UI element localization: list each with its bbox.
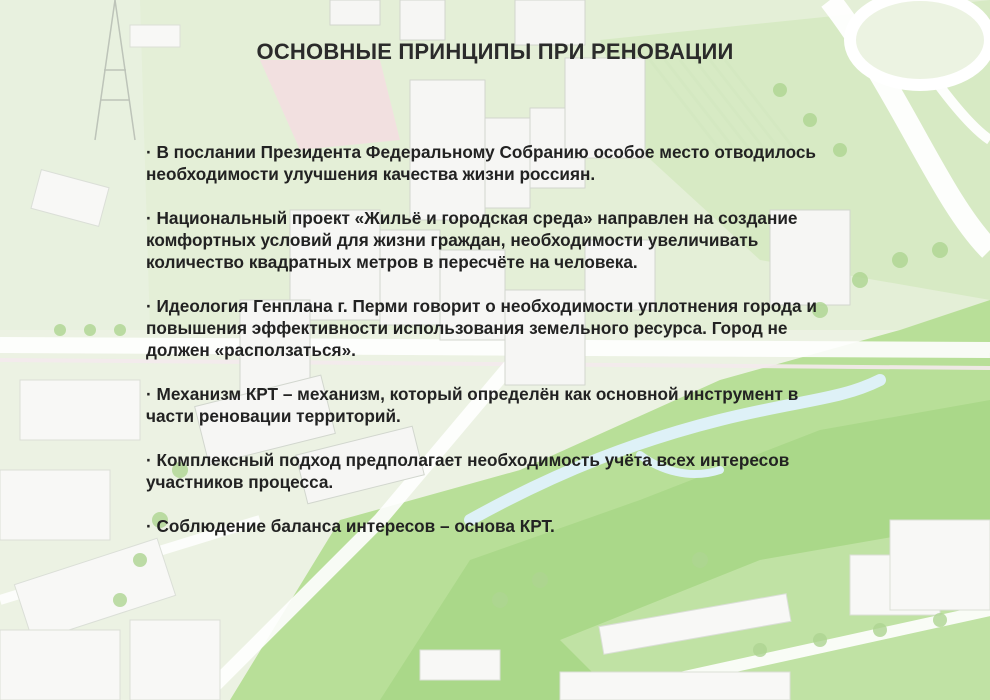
- principles-list: [146, 141, 846, 559]
- principle-item: · Комплексный подход предполагает необходимость учёта всех интересов участников процесса.: [146, 450, 790, 492]
- principle-item: · В послании Президента Федеральному Собранию особое место отводилось необходимости улучшения качества жизни россиян.: [146, 142, 816, 184]
- principle-item: · Соблюдение баланса интересов – основа КРТ.: [146, 516, 555, 536]
- principle-item: · Идеология Генплана г. Перми говорит о необходимости уплотнения города и повышения эффективности использования земельного ресурса. Город не должен «расползаться».: [146, 296, 817, 360]
- page-title: ОСНОВНЫЕ ПРИНЦИПЫ ПРИ РЕНОВАЦИИ: [256, 38, 734, 64]
- principle-item: · Механизм КРТ – механизм, который определён как основной инструмент в части реновации территорий.: [146, 384, 799, 426]
- principle-item: · Национальный проект «Жильё и городская среда» направлен на создание комфортных условий для жизни граждан, необходимости увеличивать количество квадратных метров в пересчёте на человека.: [146, 208, 798, 272]
